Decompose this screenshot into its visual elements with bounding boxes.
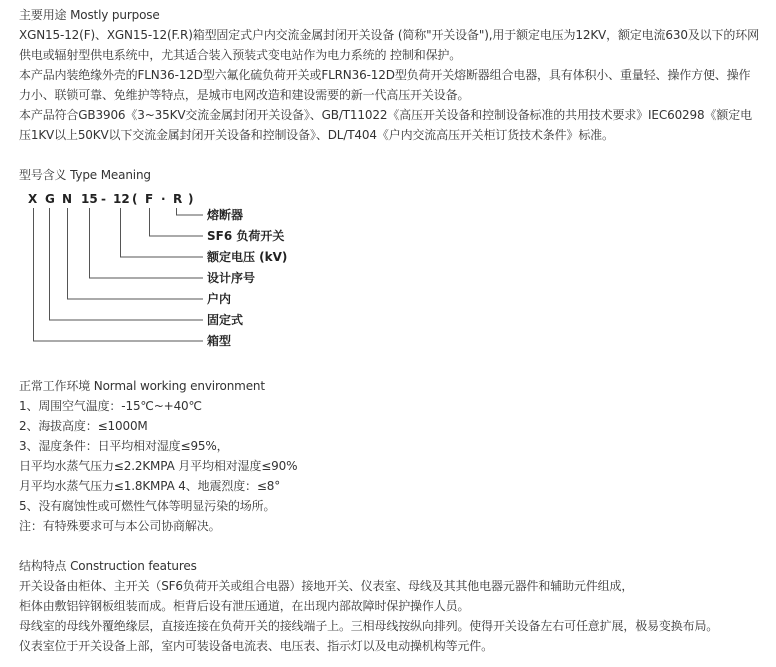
construction-line: 仪表室位于开关设备上部，室内可装设备电流表、电压表、指示灯以及电动操机构等元件。 [19,639,494,653]
environment-line: 5、没有腐蚀性或可燃性气体等明显污染的场所。 [19,499,276,513]
type-label-rated-voltage: 额定电压 (kV) [207,250,288,264]
type-label-indoor: 户内 [207,292,232,306]
type-label-fixed: 固定式 [207,313,244,327]
environment-line: 月平均水蒸气压力≤1.8KMPA 4、地震烈度：≤8° [19,479,281,493]
section-heading-purpose: 主要用途 Mostly purpose [19,8,160,22]
environment-line: 3、湿度条件：日平均相对湿度≤95%， [19,439,229,453]
code-char: R [173,192,183,206]
environment-line: 1、周围空气温度：-15℃~+40℃ [19,399,202,413]
section-heading-environment: 正常工作环境 Normal working environment [19,379,265,393]
code-char: G [45,192,55,206]
environment-line: 注：有特殊要求可与本公司协商解决。 [19,519,221,533]
environment-line: 2、海拔高度：≤1000M [19,419,148,433]
purpose-line: 本产品内装绝缘外壳的FLN36-12D型六氟化硫负荷开关或FLRN36-12D型负荷开关熔断器组合电器，具有体积小、重量轻、操作方便、操作 [19,68,751,82]
section-heading-construction: 结构特点 Construction features [19,559,197,573]
construction-line: 母线室的母线外覆绝缘层，直接连接在负荷开关的接线端子上。三相母线按纵向排列。使得开关设备左右可任意扩展，极易变换布局。 [19,619,719,633]
purpose-line: XGN15-12(F)、XGN15-12(F.R)箱型固定式户内交流金属封闭开关设备 (简称"开关设备"),用于额定电压为12KV，额定电流630及以下的环网 [19,28,759,42]
code-char: F [145,192,154,206]
code-char: ) [188,192,194,206]
type-label-sf6-switch: SF6 负荷开关 [207,229,285,243]
purpose-line: 压1KV以上50KV以下交流金属封闭开关设备和控制设备》、DL/T404《户内交流高压开关柜订货技术条件》标准。 [19,128,614,142]
environment-line: 日平均水蒸气压力≤2.2KMPA 月平均相对湿度≤90% [19,459,298,473]
code-char: - [101,192,106,206]
type-label-fuse: 熔断器 [207,208,244,222]
purpose-line: 供电或辐射型供电系统中，尤其适合装入预装式变电站作为电力系统的 控制和保护。 [19,48,462,62]
type-label-design-number: 设计序号 [207,271,256,285]
code-char: X [28,192,38,206]
code-char: · [161,192,166,206]
construction-line: 开关设备由柜体、主开关（SF6负荷开关或组合电器）接地开关、仪表室、母线及其其他电器元器件和辅助元件组成， [19,579,634,593]
type-label-box: 箱型 [207,334,232,348]
code-char: 15 [81,192,98,206]
section-heading-type-meaning: 型号含义 Type Meaning [19,168,151,182]
purpose-line: 本产品符合GB3906《3~35KV交流金属封闭开关设备》、GB/T11022《高压开关设备和控制设备标准的共用技术要求》IEC60298《额定电 [19,108,752,122]
construction-line: 柜体由敷铝锌钢板组装而成。柜背后设有泄压通道，在出现内部故障时保护操作人员。 [19,599,470,613]
purpose-line: 力小、联锁可靠、免维护等特点，是城市电网改造和建设需要的新一代高压开关设备。 [19,88,470,102]
code-char: 12 [113,192,130,206]
code-char: ( [132,192,138,206]
code-char: N [62,192,73,206]
